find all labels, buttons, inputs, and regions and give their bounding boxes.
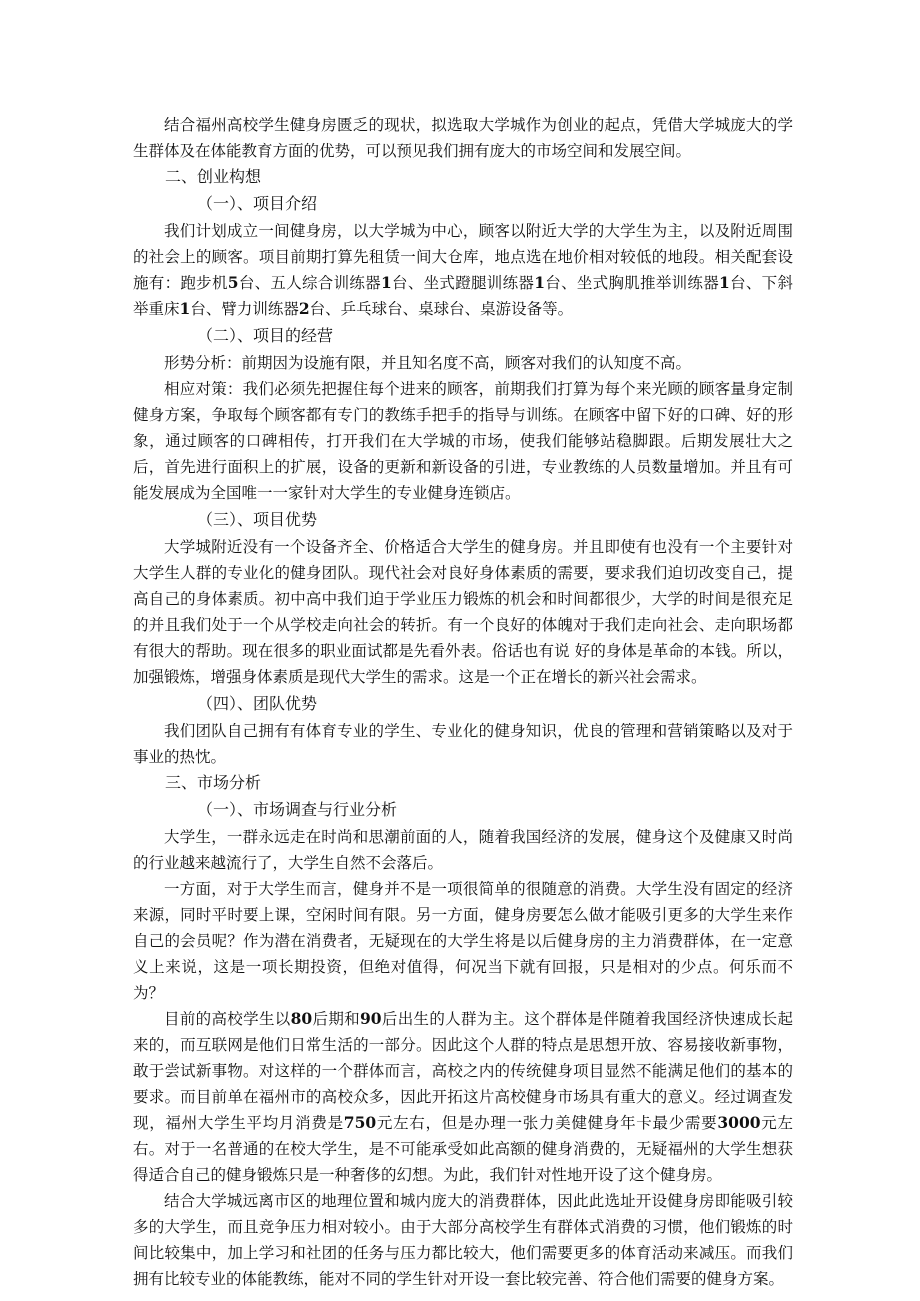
text-run: 台、乒乓球台、桌球台、桌游设备等。 xyxy=(309,300,574,318)
text-run: 我们计划成立一间健身房，以大学城为中心，顾客以附近大学的大学生为主，以及附近周围的社会上的顾客。项目前期打算先租赁一间大仓库，地点选在地价相对较低的地段。相关配套设施有：跑步机 xyxy=(133,222,793,292)
text-run: 后出生的人群为主。这个群体是伴随着我国经济快速成长起来的，而互联网是他们日常生活的一部分。因此这个人群的特点是思想开放、容易接收新事物，敢于尝试新事物。对这样的一个群体而言，高校之内的传统健身项目显然不能满足他们的基本的要求。而目前单在福州市的高校众多，因此开拓这片高校健身市场具有重大的意义。经过调查发现，福州大学生平均月消费是 xyxy=(133,1010,793,1132)
number: 1 xyxy=(179,299,191,318)
subsection-heading-team-advantages: （四）、团队优势 xyxy=(197,694,318,713)
number: 90 xyxy=(359,1009,382,1028)
text-run: 目前的高校学生以 xyxy=(164,1010,291,1028)
text-run: 后期和 xyxy=(312,1010,360,1028)
text-run: 台、下斜举重床 xyxy=(133,274,793,318)
text-run: 台、臂力训练器 xyxy=(190,300,299,318)
project-advantages-paragraph: 大学城附近没有一个设备齐全、价格适合大学生的健身房。并且即使有也没有一个主要针对大学生人群的专业化的健身团队。现代社会对良好身体素质的需要，要求我们迫切改变自己，提高自己的身体素质。初中高中我们迫于学业压力锻炼的机会和时间都很少，大学的时间是很充足的并且我们处于一个从学校走向社会的转折。有一个良好的体魄对于我们走向社会、走向职场都有很大的帮助。现在很多的职业面试都是先看外表。俗话也有说 好的身体是革命的本钱。所以，加强锻炼，增强身体素质是现代大学生的需求。这是一个正在增长的新兴社会需求。 xyxy=(133,538,793,686)
number: 1 xyxy=(534,273,545,292)
project-intro-paragraph xyxy=(133,218,793,322)
number: 2 xyxy=(298,299,310,318)
market-paragraph-2: 一方面，对于大学生而言，健身并不是一项很简单的很随意的消费。大学生没有固定的经济来源，同时平时要上课，空闲时间有限。另一方面，健身房要怎么做才能吸引更多的大学生来作自己的会员呢？作为潜在消费者，无疑现在的大学生将是以后健身房的主力消费群体，在一定意义上来说，这是一项长期投资，但绝对值得，何况当下就有回报，只是相对的少点。何乐而不为？ xyxy=(133,880,793,1002)
market-paragraph-1: 大学生，一群永远走在时尚和思潮前面的人，随着我国经济的发展，健身这个及健康又时尚的行业越来越流行了，大学生自然不会落后。 xyxy=(133,828,793,872)
subsection-heading-market-research: （一）、市场调查与行业分析 xyxy=(197,800,398,819)
number: 80 xyxy=(290,1009,313,1028)
subsection-heading-project-advantages: （三）、项目优势 xyxy=(197,510,318,529)
text-run: 台、坐式胸肌推举训练器 xyxy=(544,274,719,292)
number: 1 xyxy=(380,273,392,292)
team-advantages-paragraph: 我们团队自己拥有有体育专业的学生、专业化的健身知识，优良的管理和营销策略以及对于事业的热忱。 xyxy=(133,722,793,766)
number: 3000 xyxy=(717,1113,761,1132)
number: 1 xyxy=(718,273,730,292)
section-heading-venture-concept: 二、创业构想 xyxy=(165,167,262,186)
text-run: 元左右。对于一名普通的在校大学生，是不可能承受如此高额的健身消费的，无疑福州的大学生想获得适合自己的健身锻炼只是一种奢侈的幻想。为此，我们针对性地开设了这个健身房。 xyxy=(133,1114,793,1184)
number: 750 xyxy=(343,1113,377,1132)
subsection-heading-project-intro: （一）、项目介绍 xyxy=(197,194,318,213)
text-run: 台、五人综合训练器 xyxy=(238,274,381,292)
section-heading-market-analysis: 三、市场分析 xyxy=(165,773,262,792)
document-page xyxy=(133,112,793,1292)
subsection-heading-project-operation: （二）、项目的经营 xyxy=(197,326,334,345)
countermeasure-paragraph: 相应对策：我们必须先把握住每个进来的顾客，前期我们打算为每个来光顾的顾客量身定制健身方案，争取每个顾客都有专门的教练手把手的指导与训练。在顾客中留下好的口碑、好的形象，通过顾客的口碑相传，打开我们在大学城的市场，使我们能够站稳脚跟。后期发展壮大之后，首先进行面积上的扩展，设备的更新和新设备的引进，专业教练的人员数量增加。并且有可能发展成为全国唯一一家针对大学生的专业健身连锁店。 xyxy=(133,380,793,502)
market-paragraph-3 xyxy=(133,1006,793,1188)
text-run: 元左右，但是办理一张力美健健身年卡最少需要 xyxy=(376,1114,718,1132)
intro-paragraph: 结合福州高校学生健身房匮乏的现状，拟选取大学城作为创业的起点，凭借大学城庞大的学生群体及在体能教育方面的优势，可以预见我们拥有庞大的市场空间和发展空间。 xyxy=(133,116,793,160)
number: 5 xyxy=(227,273,239,292)
situation-analysis-paragraph: 形势分析：前期因为设施有限，并且知名度不高，顾客对我们的认知度不高。 xyxy=(164,354,692,372)
market-paragraph-4: 结合大学城远离市区的地理位置和城内庞大的消费群体，因此此选址开设健身房即能吸引较多的大学生，而且竞争压力相对较小。由于大部分高校学生有群体式消费的习惯，他们锻炼的时间比较集中，加上学习和社团的任务与压力都比较大，他们需要更多的体育活动来减压。而我们拥有比较专业的体能教练，能对不同的学生针对开设一套比较完善、符合他们需要的健身方案。 xyxy=(133,1192,793,1288)
text-run: 台、坐式蹬腿训练器 xyxy=(391,274,535,292)
